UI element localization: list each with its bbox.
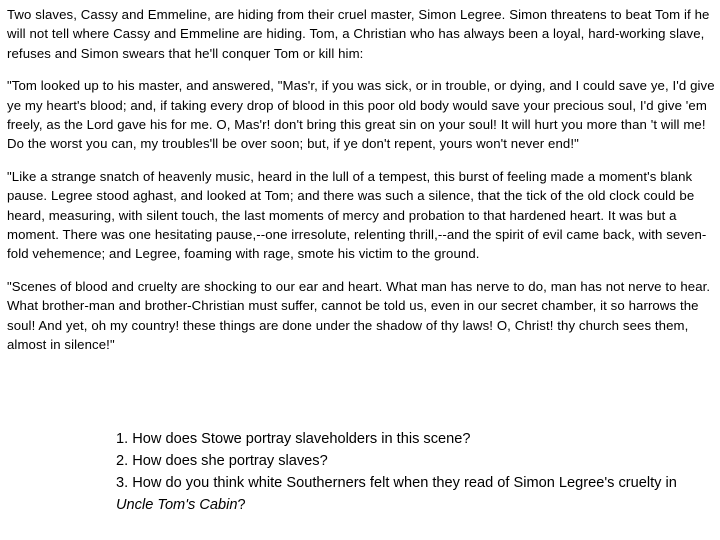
discussion-questions — [116, 428, 706, 516]
question-2: 2. How does she portray slaves? — [116, 453, 328, 469]
question-3 — [116, 472, 706, 516]
question-1: 1. How does Stowe portray slaveholders in this scene? — [116, 431, 471, 447]
book-title: Uncle Tom's Cabin — [116, 497, 238, 513]
quote-paragraph-2: "Like a strange snatch of heavenly music, heard in the lull of a tempest, this burst of feeling made a moment's blank pause. Legree stood aghast, and looked at Tom; and there was such a silence, that the tick of the old clock could be heard, measuring, with silent touch, the last moments of mercy and probation to that hardened heart. It was but a moment. There was one hesitating pause,--one irresolute, relenting thrill,--and the spirit of evil came back, with seven-fold vehemence; and Legree, foaming with rage, smote his victim to the ground. — [7, 168, 707, 262]
quote-paragraph-3: "Scenes of blood and cruelty are shocking to our ear and heart. What man has nerve to do, man has not nerve to hear. What brother-man and brother-Christian must suffer, cannot be told us, even in our secret chamber, it so harrows the soul! And yet, oh my country! these things are done under the shadow of thy laws! O, Christ! thy church sees them, almost in silence!" — [7, 278, 711, 353]
intro-paragraph: Two slaves, Cassy and Emmeline, are hiding from their cruel master, Simon Legree. Simon threatens to beat Tom if he will not tell where Cassy and Emmeline are hiding. Tom, a Christian who has always been a loyal, hard-working slave, refuses and Simon swears that he'll conquer Tom or kill him: — [7, 7, 710, 61]
quote-paragraph-1: "Tom looked up to his master, and answered, "Mas'r, if you was sick, or in trouble, or dying, and I could save ye, I'd give ye my heart's blood; and, if taking every drop of blood in this poor old body would save your precious soul, I'd give 'em freely, as the Lord gave his for me. O, Mas'r! don't bring this great sin on your soul! It will hurt you more than 't will me! Do the worst you can, my troubles'll be over soon; but, if ye don't repent, yours won't never end!" — [7, 78, 715, 152]
question-3-text: 3. How do you think white Southerners felt when they read of Simon Legree's cruelty in — [116, 475, 677, 491]
document-body — [7, 5, 715, 368]
question-3-end: ? — [237, 497, 246, 513]
